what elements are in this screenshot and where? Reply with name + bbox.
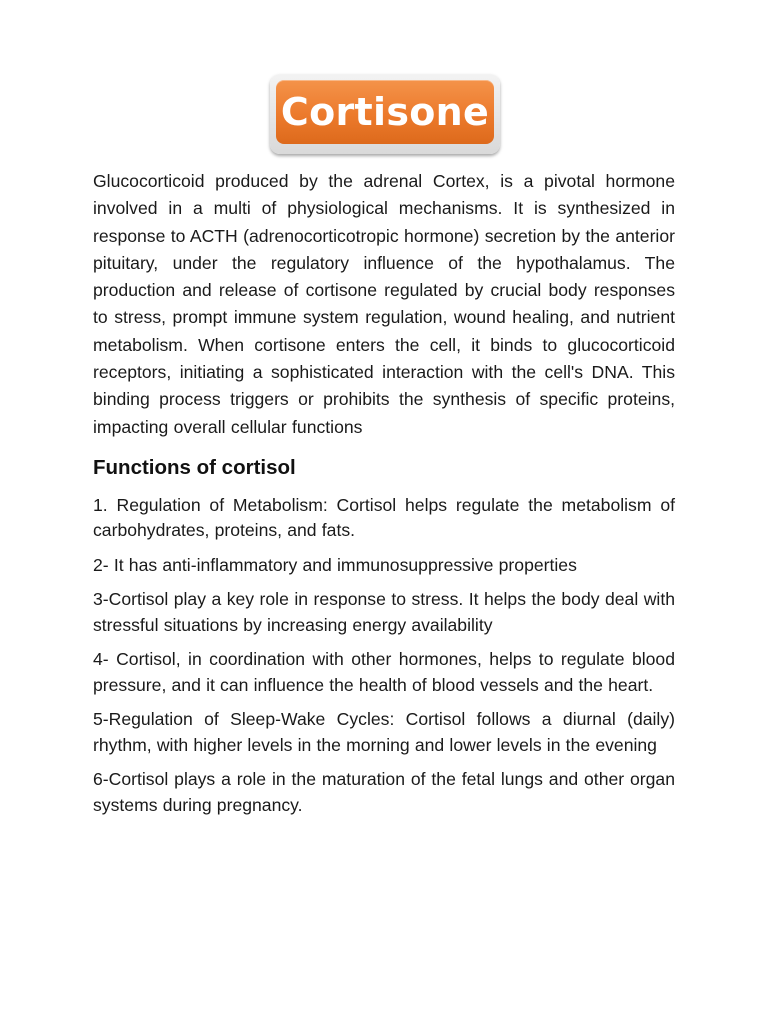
document-body (93, 168, 675, 827)
title-box (276, 80, 494, 144)
function-item-2: 2- It has anti-inflammatory and immunosuppressive properties (93, 554, 577, 575)
function-item-5: 5-Regulation of Sleep-Wake Cycles: Cortisol follows a diurnal (daily) rhythm, with higher levels in the morning and lower levels in the evening (93, 709, 675, 755)
function-item-3: 3-Cortisol play a key role in response to stress. It helps the body deal with stressful situations by increasing energy availability (93, 589, 675, 635)
page-title: Cortisone (280, 90, 490, 134)
function-item-1: 1. Regulation of Metabolism: Cortisol helps regulate the metabolism of carbohydrates, proteins, and fats. (93, 494, 675, 541)
section-heading: Functions of cortisol (93, 455, 296, 479)
intro-paragraph: Glucocorticoid produced by the adrenal Cortex, is a pivotal hormone involved in a multi of physiological mechanisms. It is synthesized in response to ACTH (adrenocorticotropic hormone) secretion by the anterior pituitary, under the regulatory influence of the hypothalamus. The production and release of cortisone regulated by crucial body responses to stress, prompt immune system regulation, wound healing, and nutrient metabolism. When cortisone enters the cell, it binds to glucocorticoid receptors, initiating a sophisticated interaction with the cell's DNA. This binding process triggers or prohibits the synthesis of specific proteins, impacting overall cellular functions (93, 171, 675, 437)
function-item-6: 6-Cortisol plays a role in the maturation of the fetal lungs and other organ systems during pregnancy. (93, 769, 675, 815)
title-banner (270, 74, 500, 154)
function-item-4: 4- Cortisol, in coordination with other hormones, helps to regulate blood pressure, and it can influence the health of blood vessels and the heart. (93, 649, 675, 695)
